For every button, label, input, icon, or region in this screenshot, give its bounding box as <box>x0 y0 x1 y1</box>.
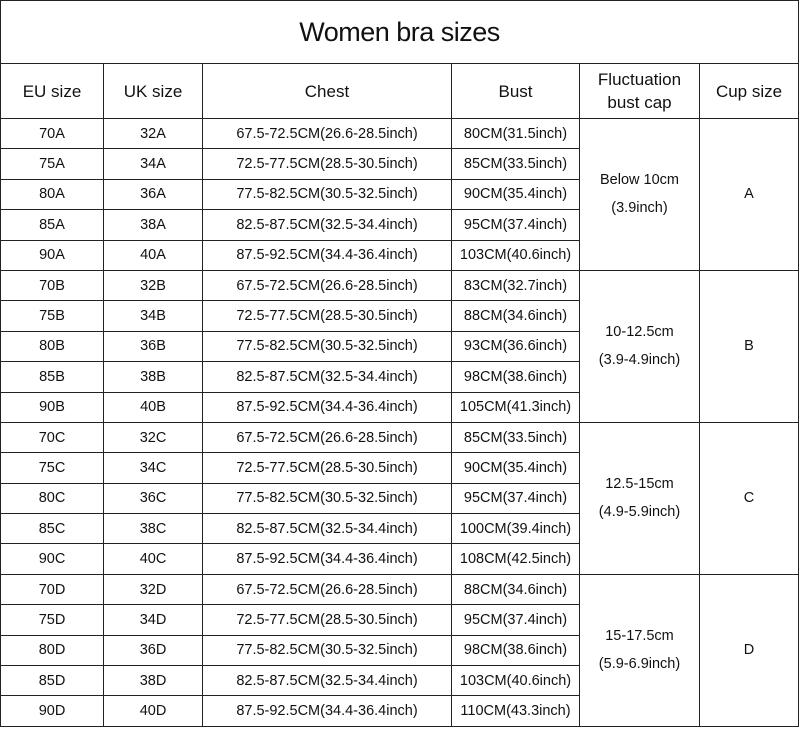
chest-cell: 67.5-72.5CM(26.6-28.5inch) <box>203 422 452 452</box>
bust-cell: 83CM(32.7inch) <box>452 270 580 300</box>
eu-size-cell: 70B <box>1 270 104 300</box>
eu-size-cell: 80A <box>1 179 104 209</box>
bust-cell: 90CM(35.4inch) <box>452 179 580 209</box>
cup-size-cell: C <box>700 422 799 574</box>
uk-size-cell: 40C <box>104 544 203 574</box>
uk-size-cell: 38A <box>104 210 203 240</box>
table-body <box>1 119 799 727</box>
uk-size-cell: 40D <box>104 696 203 726</box>
fluctuation-cell <box>580 270 700 422</box>
uk-size-cell: 36A <box>104 179 203 209</box>
header-fluctuation-line1: Fluctuation <box>597 70 682 89</box>
uk-size-cell: 34C <box>104 453 203 483</box>
uk-size-cell: 38B <box>104 362 203 392</box>
bust-cell: 98CM(38.6inch) <box>452 635 580 665</box>
bust-cell: 88CM(34.6inch) <box>452 301 580 331</box>
eu-size-cell: 75C <box>1 453 104 483</box>
uk-size-cell: 34A <box>104 149 203 179</box>
eu-size-cell: 80D <box>1 635 104 665</box>
eu-size-cell: 75A <box>1 149 104 179</box>
chest-cell: 67.5-72.5CM(26.6-28.5inch) <box>203 270 452 300</box>
uk-size-cell: 34B <box>104 301 203 331</box>
chest-cell: 82.5-87.5CM(32.5-34.4inch) <box>203 210 452 240</box>
fluctuation-range-inch: (5.9-6.9inch) <box>598 656 681 673</box>
eu-size-cell: 70A <box>1 119 104 149</box>
fluctuation-range: 12.5-15cm <box>605 476 674 493</box>
eu-size-cell: 90A <box>1 240 104 270</box>
table-row <box>1 270 799 300</box>
fluctuation-range-inch: (3.9inch) <box>611 200 668 217</box>
chest-cell: 77.5-82.5CM(30.5-32.5inch) <box>203 179 452 209</box>
eu-size-cell: 90C <box>1 544 104 574</box>
table-row <box>1 574 799 604</box>
chest-cell: 72.5-77.5CM(28.5-30.5inch) <box>203 605 452 635</box>
fluctuation-range: 10-12.5cm <box>605 324 674 341</box>
bust-cell: 90CM(35.4inch) <box>452 453 580 483</box>
bust-cell: 85CM(33.5inch) <box>452 422 580 452</box>
header-fluctuation <box>580 64 700 119</box>
chest-cell: 87.5-92.5CM(34.4-36.4inch) <box>203 392 452 422</box>
uk-size-cell: 40A <box>104 240 203 270</box>
cup-size-cell: A <box>700 119 799 271</box>
chest-cell: 82.5-87.5CM(32.5-34.4inch) <box>203 514 452 544</box>
bust-cell: 85CM(33.5inch) <box>452 149 580 179</box>
eu-size-cell: 75D <box>1 605 104 635</box>
chest-cell: 82.5-87.5CM(32.5-34.4inch) <box>203 362 452 392</box>
uk-size-cell: 32D <box>104 574 203 604</box>
eu-size-cell: 85A <box>1 210 104 240</box>
eu-size-cell: 80B <box>1 331 104 361</box>
table-title: Women bra sizes <box>1 1 799 64</box>
bust-cell: 98CM(38.6inch) <box>452 362 580 392</box>
eu-size-cell: 85B <box>1 362 104 392</box>
chest-cell: 87.5-92.5CM(34.4-36.4inch) <box>203 240 452 270</box>
chest-cell: 72.5-77.5CM(28.5-30.5inch) <box>203 149 452 179</box>
fluctuation-cell <box>580 574 700 726</box>
bust-cell: 93CM(36.6inch) <box>452 331 580 361</box>
header-cup-size: Cup size <box>700 64 799 119</box>
eu-size-cell: 70D <box>1 574 104 604</box>
chest-cell: 87.5-92.5CM(34.4-36.4inch) <box>203 696 452 726</box>
uk-size-cell: 40B <box>104 392 203 422</box>
eu-size-cell: 85D <box>1 666 104 696</box>
eu-size-cell: 80C <box>1 483 104 513</box>
eu-size-cell: 90D <box>1 696 104 726</box>
cup-size-cell: D <box>700 574 799 726</box>
uk-size-cell: 32B <box>104 270 203 300</box>
chest-cell: 72.5-77.5CM(28.5-30.5inch) <box>203 453 452 483</box>
bust-cell: 103CM(40.6inch) <box>452 666 580 696</box>
header-fluctuation-line2: bust cap <box>607 93 672 112</box>
bust-cell: 95CM(37.4inch) <box>452 210 580 240</box>
header-chest: Chest <box>203 64 452 119</box>
bust-cell: 80CM(31.5inch) <box>452 119 580 149</box>
uk-size-cell: 38D <box>104 666 203 696</box>
bust-cell: 108CM(42.5inch) <box>452 544 580 574</box>
chest-cell: 67.5-72.5CM(26.6-28.5inch) <box>203 119 452 149</box>
header-bust: Bust <box>452 64 580 119</box>
uk-size-cell: 38C <box>104 514 203 544</box>
eu-size-cell: 75B <box>1 301 104 331</box>
bust-cell: 95CM(37.4inch) <box>452 605 580 635</box>
header-eu-size: EU size <box>1 64 104 119</box>
chest-cell: 87.5-92.5CM(34.4-36.4inch) <box>203 544 452 574</box>
header-row <box>1 64 799 119</box>
uk-size-cell: 32C <box>104 422 203 452</box>
chest-cell: 77.5-82.5CM(30.5-32.5inch) <box>203 331 452 361</box>
chest-cell: 77.5-82.5CM(30.5-32.5inch) <box>203 635 452 665</box>
uk-size-cell: 36D <box>104 635 203 665</box>
eu-size-cell: 70C <box>1 422 104 452</box>
fluctuation-range: Below 10cm <box>600 172 679 189</box>
bust-cell: 100CM(39.4inch) <box>452 514 580 544</box>
chest-cell: 82.5-87.5CM(32.5-34.4inch) <box>203 666 452 696</box>
header-uk-size: UK size <box>104 64 203 119</box>
fluctuation-range-inch: (3.9-4.9inch) <box>598 352 681 369</box>
chest-cell: 72.5-77.5CM(28.5-30.5inch) <box>203 301 452 331</box>
bust-cell: 103CM(40.6inch) <box>452 240 580 270</box>
chest-cell: 67.5-72.5CM(26.6-28.5inch) <box>203 574 452 604</box>
eu-size-cell: 90B <box>1 392 104 422</box>
bust-cell: 110CM(43.3inch) <box>452 696 580 726</box>
uk-size-cell: 36B <box>104 331 203 361</box>
table-row <box>1 119 799 149</box>
bust-cell: 105CM(41.3inch) <box>452 392 580 422</box>
table-row <box>1 422 799 452</box>
uk-size-cell: 34D <box>104 605 203 635</box>
fluctuation-cell <box>580 422 700 574</box>
bust-cell: 88CM(34.6inch) <box>452 574 580 604</box>
chest-cell: 77.5-82.5CM(30.5-32.5inch) <box>203 483 452 513</box>
uk-size-cell: 36C <box>104 483 203 513</box>
fluctuation-range-inch: (4.9-5.9inch) <box>598 504 681 521</box>
cup-size-cell: B <box>700 270 799 422</box>
fluctuation-range: 15-17.5cm <box>605 628 674 645</box>
bust-cell: 95CM(37.4inch) <box>452 483 580 513</box>
fluctuation-cell <box>580 119 700 271</box>
eu-size-cell: 85C <box>1 514 104 544</box>
uk-size-cell: 32A <box>104 119 203 149</box>
